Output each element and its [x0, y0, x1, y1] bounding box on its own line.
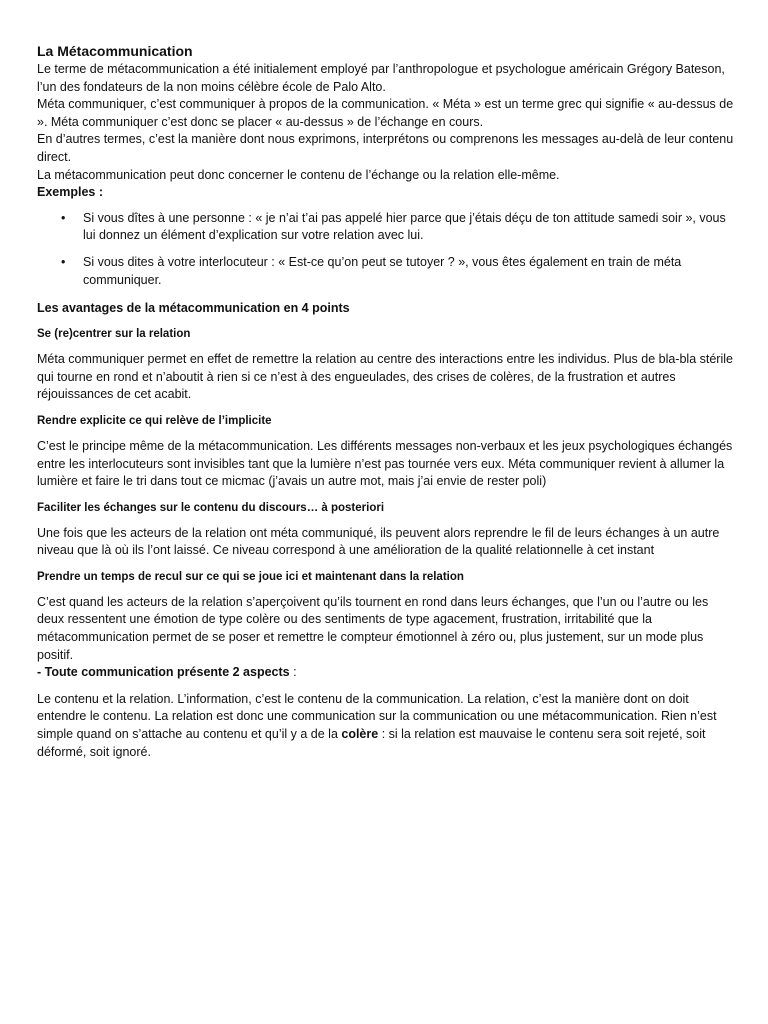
section-body: Une fois que les acteurs de la relation ont méta communiqué, ils peuvent alors reprendre le fil de leurs échanges à un autre niveau que là où ils l’ont laissé. Ce niveau correspond à une amélioration de la qualité relationnelle à cet instant	[37, 525, 720, 558]
aspects-text-bold: colère	[341, 727, 379, 742]
examples-list	[37, 210, 737, 289]
document-title: La Métacommunication	[37, 43, 193, 59]
intro-paragraph-4: La métacommunication peut donc concerner le contenu de l’échange ou la relation elle-même.	[37, 167, 560, 182]
section-body: C’est le principe même de la métacommunication. Les différents messages non-verbaux et les jeux psychologiques échangés entre les interlocuteurs sont invisibles tant que la lumière n’est pas tournée vers eux. Méta communiquer revient à allumer la lumière et faire le tri dans tout ce micmac (j’avais un autre mot, mais j’ai envie de rester poli)	[37, 438, 733, 489]
document-page	[37, 42, 737, 761]
section-body: Méta communiquer permet en effet de remettre la relation au centre des interactions entre les individus. Plus de bla-bla stérile qui tourne en rond et n’aboutit à rien si ce n’est à des engueulades, des crises de colères, de la frustration et autres réjouissances de cet acabit.	[37, 352, 733, 402]
section-heading: Se (re)centrer sur la relation	[37, 328, 191, 341]
section-heading: Rendre explicite ce qui relève de l’implicite	[37, 414, 272, 427]
examples-label: Exemples :	[37, 185, 104, 200]
section-heading: Faciliter les échanges sur le contenu du discours… à posteriori	[37, 501, 385, 514]
example-item: • Si vous dîtes à une personne : « je n’ai t’ai pas appelé hier parce que j’étais déçu de ton attitude samedi soir », vous lui donnez un élément d’explication sur votre relation avec lui.	[83, 210, 737, 245]
section-heading: Prendre un temps de recul sur ce qui se joue ici et maintenant dans la relation	[37, 570, 464, 583]
aspects-paragraph	[37, 691, 737, 761]
aspects-line	[37, 664, 737, 682]
example-item: • Si vous dites à votre interlocuteur : « Est-ce qu’on peut se tutoyer ? », vous êtes également en train de méta communiquer.	[83, 254, 737, 289]
aspects-text-end: : si la relation est mauvaise le contenu sera soit rejeté, soit déformé, soit ignoré.	[37, 727, 706, 759]
intro-paragraph-3: En d’autres termes, c’est la manière dont nous exprimons, interprétons ou comprenons les messages au-delà de leur contenu direct.	[37, 132, 734, 164]
aspects-text-start: Le contenu et la relation. L’information, c’est le contenu de la communication. La relation, c’est la manière dont on doit entendre le contenu. La relation est donc une communication sur la communication ou une métacommunication. Rien n’est simple quand on s’attache au contenu et qu’il y a de la	[37, 691, 717, 742]
intro-paragraph-2: Méta communiquer, c’est communiquer à propos de la communication. « Méta » est un terme grec qui signifie « au-dessus de ». Méta communiquer c’est donc se placer « au-dessus » de l’échange en cours.	[37, 97, 734, 129]
aspects-colon: :	[289, 665, 297, 680]
section-body: C’est quand les acteurs de la relation s’aperçoivent qu’ils tournent en rond dans leurs échanges, que l’un ou l’autre ou les deux ressentent une émotion de type colère ou des sentiments de type agacement, frustration, irritabilité que la métacommunication permet de se poser et remettre le compteur émotionnel à zéro ou, plus justement, sur un mode plus positif.	[37, 594, 709, 662]
advantages-heading: Les avantages de la métacommunication en 4 points	[37, 301, 350, 316]
aspects-label: - Toute communication présente 2 aspects	[37, 665, 290, 680]
intro-paragraph-1: Le terme de métacommunication a été initialement employé par l’anthropologue et psychologue américain Grégory Bateson, l’un des fondateurs de la non moins célèbre école de Palo Alto.	[37, 62, 725, 94]
